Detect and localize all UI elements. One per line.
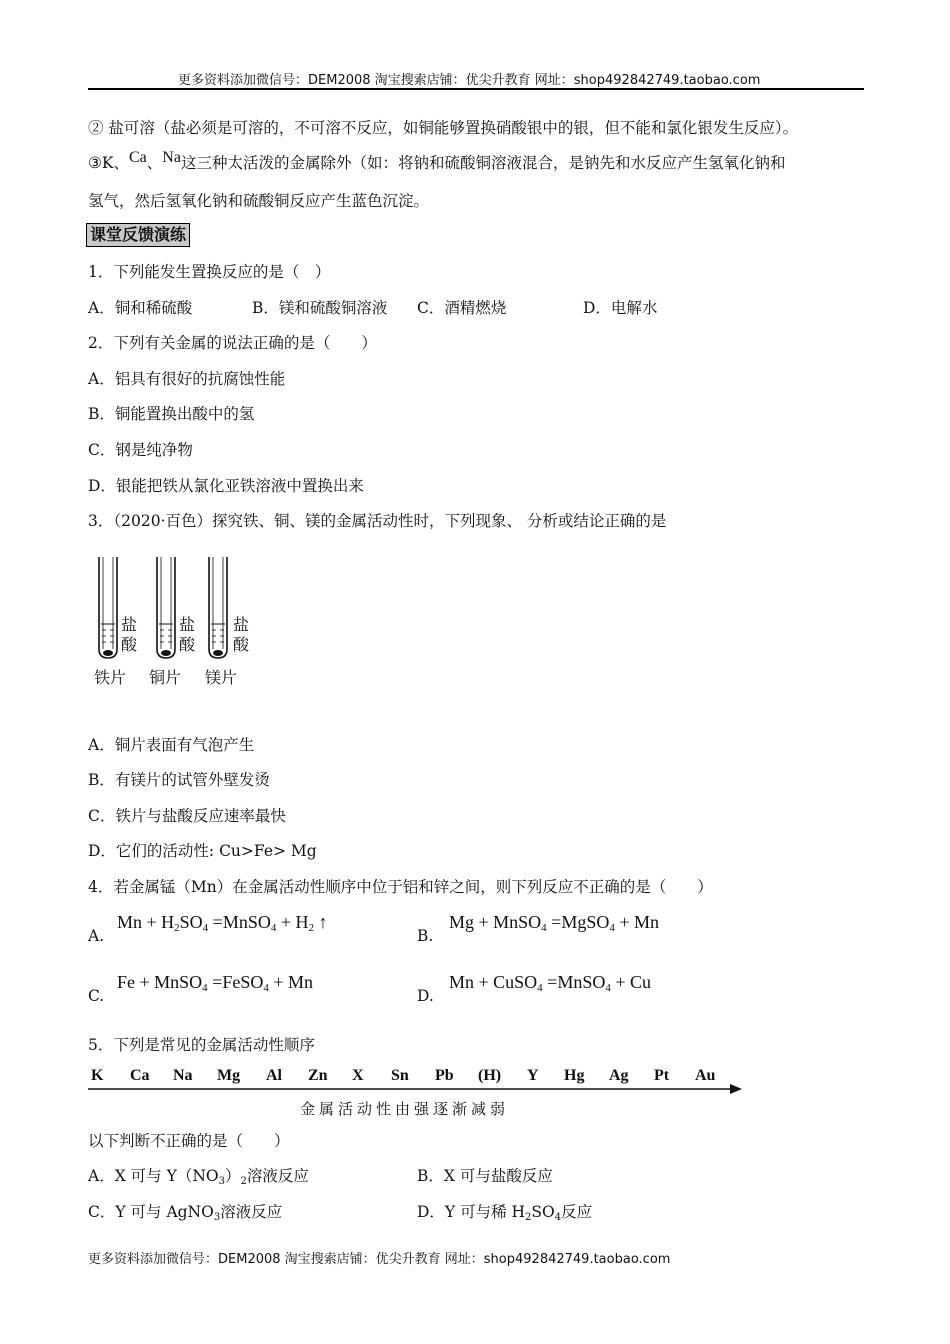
- symbol-na: Na: [162, 149, 181, 166]
- q4-equation-d: Mn + CuSO$_4$ =MnSO$_4$ + Cu: [449, 972, 652, 994]
- q1-option-a: A．铜和稀硫酸: [88, 299, 193, 317]
- q1-option-d: D．电解水: [583, 299, 658, 317]
- q5-option-c: C．Y 可与 AgNO$_3$溶液反应: [88, 1203, 283, 1223]
- tube-label-iron: 铁片: [94, 668, 127, 687]
- q1-option-c: C．酒精燃烧: [417, 299, 507, 317]
- note-sep: 、: [146, 154, 163, 172]
- q5-option-a: A．X 可与 $Y(NO_3)_2$溶液反应: [88, 1167, 309, 1187]
- tube-label-copper: 铜片: [149, 668, 182, 687]
- q2-option-d: D．银能把铁从氯化亚铁溶液中置换出来: [88, 477, 364, 495]
- symbol-ca: Ca: [128, 149, 147, 166]
- metal-zn: Zn: [308, 1067, 328, 1084]
- metal-k: K: [91, 1067, 104, 1084]
- page-footer: 更多资料添加微信号：DEM2008 淘宝搜索店铺：优尖升教育 网址：shop492842749.taobao.com: [88, 1252, 671, 1267]
- metal-mg: Mg: [217, 1067, 241, 1084]
- q3-option-c: C．铁片与盐酸反应速率最快: [88, 807, 286, 825]
- acid-label-3: 盐 酸: [233, 615, 250, 654]
- metal-hg: Hg: [564, 1067, 585, 1084]
- q5-stem: 5．下列是常见的金属活动性顺序: [88, 1036, 315, 1054]
- note-line-2: [88, 149, 786, 174]
- q3-option-b: B．有镁片的试管外壁发烫: [88, 771, 270, 789]
- q4-label-a: A.: [88, 927, 105, 945]
- tube-label-magnesium: 镁片: [205, 668, 238, 687]
- header-rule: [88, 88, 864, 90]
- metal-al: Al: [266, 1067, 282, 1084]
- section-title: 课堂反馈演练: [86, 223, 190, 247]
- metal-h: (H): [478, 1067, 502, 1084]
- test-tube-iron: [99, 557, 117, 658]
- q3-option-a: A．铜片表面有气泡产生: [88, 736, 255, 754]
- arrow-label: 金属活动性由强逐渐减弱: [300, 1100, 510, 1118]
- q5-question: 以下判断不正确的是（ ）: [88, 1132, 290, 1150]
- q5-option-b: B．X 可与盐酸反应: [417, 1167, 553, 1185]
- q4-stem: 4．若金属锰（Mn）在金属活动性顺序中位于铝和锌之间，则下列反应不正确的是（ ）: [88, 878, 713, 896]
- metal-sn: Sn: [391, 1067, 409, 1084]
- metal-ca: Ca: [130, 1067, 150, 1084]
- q4-label-d: D.: [417, 987, 434, 1005]
- metal-x: X: [352, 1067, 364, 1084]
- q2-option-c: C．钢是纯净物: [88, 441, 193, 459]
- q2-option-a: A．铝具有很好的抗腐蚀性能: [88, 370, 286, 388]
- page-header: 更多资料添加微信号：DEM2008 淘宝搜索店铺：优尖升教育 网址：shop492842749.taobao.com: [178, 73, 761, 88]
- q4-label-c: C.: [88, 987, 105, 1005]
- note-line-1: ② 盐可溶（盐必须是可溶的，不可溶不反应，如铜能够置换硝酸银中的银，但不能和氯化银发生反应）。: [88, 119, 799, 137]
- test-tube-copper: [157, 557, 175, 658]
- q2-option-b: B．铜能置换出酸中的氢: [88, 405, 255, 423]
- test-tube-magnesium: [209, 557, 227, 658]
- metal-ag: Ag: [609, 1067, 629, 1084]
- q3-option-d: D．它们的活动性: Cu>Fe> Mg: [88, 842, 317, 860]
- q5-option-d: D．Y 可与稀 $H_2SO_4$反应: [417, 1203, 593, 1223]
- q4-label-b: B.: [417, 927, 434, 945]
- metal-y: Y: [527, 1067, 539, 1084]
- q1-option-b: B．镁和硫酸铜溶液: [252, 299, 388, 317]
- note-line-2-prefix: ③K、: [88, 154, 129, 172]
- metal-na: Na: [173, 1067, 193, 1084]
- acid-label-2: 盐 酸: [179, 615, 196, 654]
- q4-equation-c: Fe + MnSO$_4$ =FeSO$_4$ + Mn: [117, 972, 313, 994]
- q4-equation-a: $Mn + H_2SO_4$ =MnSO$_4$ + $H_2$ ↑: [117, 912, 328, 934]
- q1-stem: 1．下列能发生置换反应的是（ ）: [88, 263, 331, 281]
- metal-pt: Pt: [654, 1067, 670, 1084]
- note-line-2-rest: 这三种太活泼的金属除外（如：将钠和硫酸铜溶液混合，是钠先和水反应产生氢氧化钠和: [180, 154, 786, 172]
- acid-label-1: 盐 酸: [121, 615, 138, 654]
- metal-pb: Pb: [435, 1067, 454, 1084]
- activity-arrow: [88, 1082, 744, 1096]
- note-line-3: 氢气，然后氢氧化钠和硫酸铜反应产生蓝色沉淀。: [88, 192, 430, 210]
- q2-stem: 2．下列有关金属的说法正确的是（ ）: [88, 334, 377, 352]
- q3-stem: 3．（2020·百色）探究铁、铜、镁的金属活动性时，下列现象、 分析或结论正确的是: [88, 512, 667, 530]
- q4-equation-b: Mg + MnSO$_4$ =MgSO$_4$ + Mn: [449, 912, 659, 934]
- metal-au: Au: [695, 1067, 716, 1084]
